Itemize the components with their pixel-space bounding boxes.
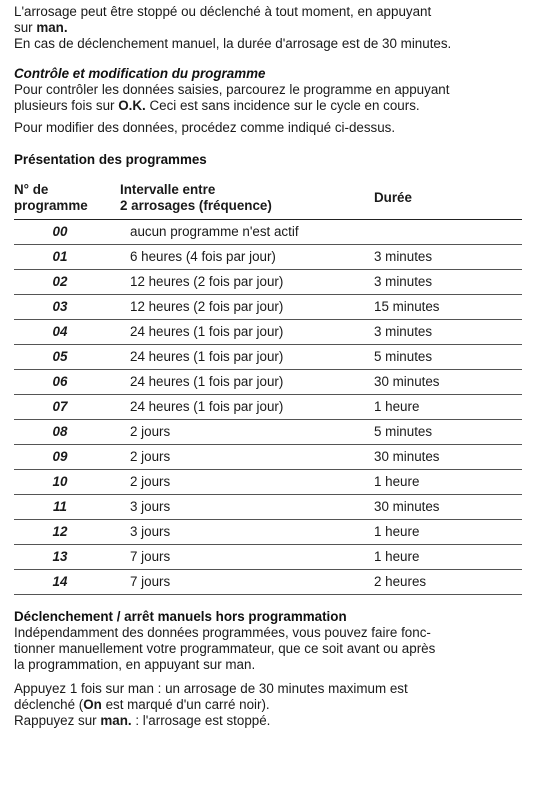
table-row [14,220,522,245]
col-header-duration: Durée [348,178,522,220]
program-frequency: 3 jours [120,520,348,545]
program-number: 10 [14,470,120,495]
manual-para3-prefix: Rappuyez sur [14,713,101,728]
manual-para2-suffix: est marqué d'un carré noir). [101,697,270,712]
program-duration: 1 heure [348,395,522,420]
program-frequency: 12 heures (2 fois par jour) [120,270,348,295]
manual-section [14,609,526,729]
table-row [14,395,522,420]
program-number: 01 [14,245,120,270]
program-duration: 30 minutes [348,445,522,470]
manual-para3-suffix: : l'arrosage est stoppé. [131,713,271,728]
control-para1-suffix: Ceci est sans incidence sur le cycle en cours. [145,98,420,113]
program-duration: 3 minutes [348,270,522,295]
program-duration: 1 heure [348,470,522,495]
table-row [14,520,522,545]
program-duration: 3 minutes [348,245,522,270]
table-row [14,320,522,345]
intro-line-3: En cas de déclenchement manuel, la durée d'arrosage est de 30 minutes. [14,36,452,51]
program-duration: 30 minutes [348,370,522,395]
program-frequency: 7 jours [120,545,348,570]
manual-para1-line3: la programmation, en appuyant sur man. [14,657,256,672]
program-frequency: 7 jours [120,570,348,595]
program-number: 02 [14,270,120,295]
program-number: 06 [14,370,120,395]
table-row [14,245,522,270]
programs-heading: Présentation des programmes [14,152,207,167]
program-number: 11 [14,495,120,520]
table-row [14,295,522,320]
control-section [14,66,526,136]
table-row [14,345,522,370]
manual-para3 [14,713,526,729]
on-keyword: On [83,697,102,712]
manual-para2-line2 [14,697,526,713]
table-row [14,445,522,470]
program-frequency: 2 jours [120,470,348,495]
program-number: 13 [14,545,120,570]
program-number: 07 [14,395,120,420]
control-para1-prefix: plusieurs fois sur [14,98,119,113]
program-number: 14 [14,570,120,595]
program-frequency: 3 jours [120,495,348,520]
program-number: 00 [14,220,120,245]
col-header-frequency-line2: 2 arrosages (fréquence) [120,198,272,213]
control-para1-line1: Pour contrôler les données saisies, parcourez le programme en appuyant [14,82,450,97]
program-duration: 30 minutes [348,495,522,520]
program-frequency: 24 heures (1 fois par jour) [120,370,348,395]
programs-table [14,178,522,595]
program-frequency: 24 heures (1 fois par jour) [120,320,348,345]
manual-heading: Déclenchement / arrêt manuels hors programmation [14,609,347,624]
program-frequency: 2 jours [120,445,348,470]
manual-para1-line2: tionner manuellement votre programmateur, que ce soit avant ou après [14,641,436,656]
program-duration: 1 heure [348,520,522,545]
manual-para2-line1: Appuyez 1 fois sur man : un arrosage de 30 minutes maximum est [14,681,408,696]
man-keyword: man. [36,20,68,35]
table-row [14,470,522,495]
program-number: 03 [14,295,120,320]
man-keyword-2: man. [100,713,132,728]
manual-para2-prefix: déclenché ( [14,697,84,712]
program-duration: 5 minutes [348,420,522,445]
intro-line-2-prefix: sur [14,20,37,35]
program-duration: 5 minutes [348,345,522,370]
table-row [14,370,522,395]
programs-table-header [14,178,522,220]
program-frequency: 12 heures (2 fois par jour) [120,295,348,320]
table-row [14,495,522,520]
program-duration [348,220,522,245]
col-header-frequency-line1: Intervalle entre [120,182,216,197]
col-header-number [14,178,120,220]
manual-para1-line1: Indépendamment des données programmées, vous pouvez faire fonc- [14,625,431,640]
program-frequency: 2 jours [120,420,348,445]
program-number: 12 [14,520,120,545]
program-number: 08 [14,420,120,445]
ok-keyword: O.K. [118,98,146,113]
program-number: 05 [14,345,120,370]
program-duration: 3 minutes [348,320,522,345]
table-row [14,270,522,295]
program-number: 04 [14,320,120,345]
program-duration: 2 heures [348,570,522,595]
control-para1-line2 [14,98,526,114]
col-header-number-line2: programme [14,198,88,213]
program-duration: 15 minutes [348,295,522,320]
intro-section [14,4,526,52]
table-row [14,570,522,595]
col-header-frequency [120,178,348,220]
control-para2: Pour modifier des données, procédez comme indiqué ci-dessus. [14,120,396,135]
table-row [14,420,522,445]
control-heading: Contrôle et modification du programme [14,66,266,81]
program-frequency: aucun programme n'est actif [120,220,348,245]
program-frequency: 6 heures (4 fois par jour) [120,245,348,270]
program-frequency: 24 heures (1 fois par jour) [120,345,348,370]
col-header-number-line1: N° de [14,182,49,197]
intro-line-1: L'arrosage peut être stoppé ou déclenché à tout moment, en appuyant [14,4,432,19]
table-row [14,545,522,570]
intro-line-2 [14,20,526,36]
program-number: 09 [14,445,120,470]
instruction-page [14,4,526,729]
program-frequency: 24 heures (1 fois par jour) [120,395,348,420]
program-duration: 1 heure [348,545,522,570]
